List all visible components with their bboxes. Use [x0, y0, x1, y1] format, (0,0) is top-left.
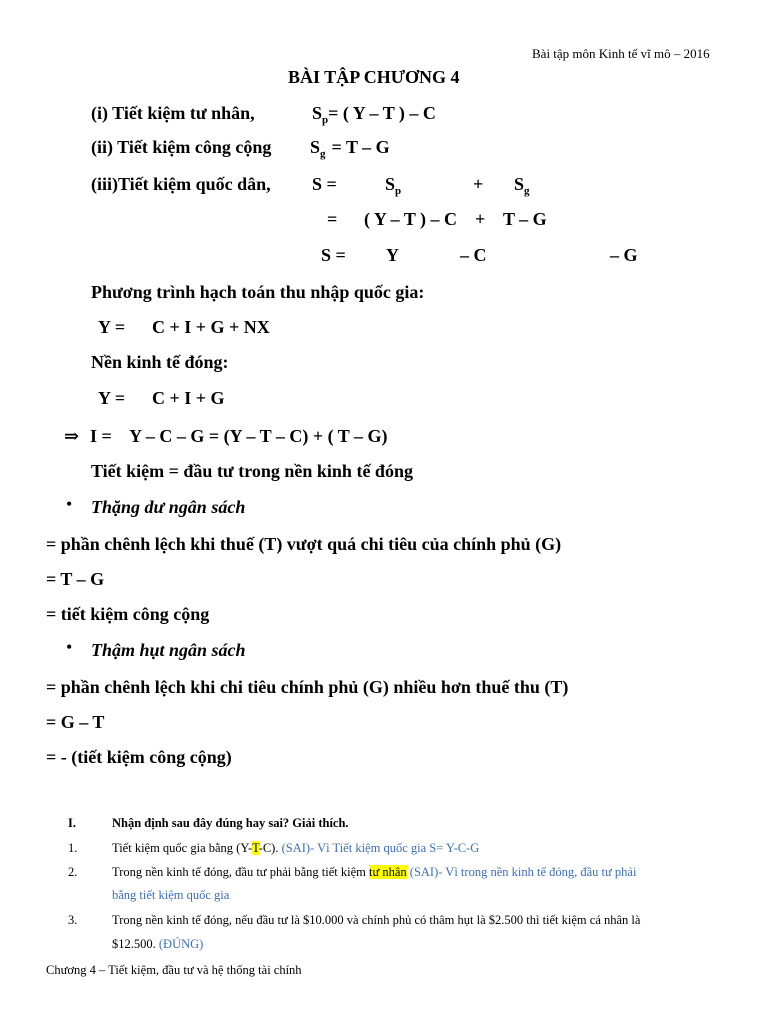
- item-statement: Trong nền kinh tế đóng, nếu đầu tư là $10.000 và chính phủ có thâm hụt là $2.500 thì tiết kiệm cá nhân là: [112, 913, 641, 927]
- national-savings-line2-eq: =: [327, 209, 338, 229]
- savings-investment-conclusion: Tiết kiệm = đầu tư trong nền kinh tế đóng: [91, 461, 413, 481]
- public-savings-label: (ii) Tiết kiệm công cộng: [91, 137, 272, 157]
- bullet-icon: •: [66, 637, 73, 657]
- bullet-icon: •: [66, 494, 73, 514]
- item-answer: (SAI)- Vì Tiết kiệm quốc gia S= Y-C-G: [281, 841, 480, 855]
- deficit-line: = - (tiết kiệm công cộng): [46, 747, 232, 767]
- accounting-eq1-lhs: Y =: [98, 317, 126, 337]
- national-savings-s-eq: S =: [312, 174, 337, 194]
- national-savings-line3-y: Y: [386, 245, 399, 265]
- deficit-line: = phần chênh lệch khi chi tiêu chính phủ (G) nhiều hơn thuế thu (T): [46, 677, 569, 697]
- page-header: Bài tập môn Kinh tế vĩ mô – 2016: [532, 46, 710, 61]
- accounting-eq3: I = Y – C – G = (Y – T – C) + ( T – G): [90, 426, 388, 446]
- surplus-line: = phần chênh lệch khi thuế (T) vượt quá chi tiêu của chính phủ (G): [46, 534, 562, 554]
- item-answer: (ĐÚNG): [158, 937, 204, 951]
- surplus-title: Thặng dư ngân sách: [91, 497, 246, 517]
- private-savings-label: (i) Tiết kiệm tư nhân,: [91, 103, 255, 123]
- implies-arrow-icon: ⇒: [64, 426, 80, 446]
- item-statement: Trong nền kinh tế đóng, đầu tư phải bằng tiết kiệm tư nhân (SAI)- Vì trong nền kinh tế đóng, đầu tư phải: [112, 865, 637, 879]
- national-savings-line3-s: S =: [321, 245, 346, 265]
- section-title: Nhận định sau đây đúng hay sai? Giải thích.: [112, 816, 349, 830]
- item-number: 1.: [68, 841, 78, 855]
- private-savings-formula: $S_p=$ ( Y – T ) – C: [312, 103, 436, 126]
- deficit-line: = G – T: [46, 712, 105, 732]
- surplus-line: = T – G: [46, 569, 105, 589]
- page-footer: Chương 4 – Tiết kiệm, đầu tư và hệ thống tài chính: [46, 963, 302, 977]
- national-savings-line3-g: – G: [610, 245, 638, 265]
- section-number: I.: [68, 816, 76, 830]
- item-number: 3.: [68, 913, 78, 927]
- accounting-eq2-rhs: C + I + G: [152, 388, 225, 408]
- surplus-line: = tiết kiệm công cộng: [46, 604, 210, 624]
- item-statement-continued: $12.500. (ĐÚNG): [112, 937, 204, 951]
- item-answer: (SAI)- Vì trong nền kinh tế đóng, đầu tư phải: [406, 865, 637, 879]
- item-answer-continued: bằng tiết kiệm quốc gia: [112, 888, 230, 902]
- national-savings-sg: $S_g$: [514, 174, 530, 197]
- national-savings-label: (iii)Tiết kiệm quốc dân,: [91, 174, 271, 194]
- accounting-eq1-rhs: C + I + G + NX: [152, 317, 270, 337]
- national-savings-plus: +: [473, 174, 484, 194]
- national-savings-line3-c: – C: [460, 245, 487, 265]
- item-number: 2.: [68, 865, 78, 879]
- national-savings-line2-expr: ( Y – T ) – C + T – G: [364, 209, 547, 229]
- item-statement: Tiết kiệm quốc gia bằng (Y-T-C). (SAI)- Vì Tiết kiệm quốc gia S= Y-C-G: [112, 841, 480, 855]
- page-title: BÀI TẬP CHƯƠNG 4: [288, 67, 460, 87]
- national-savings-sp: $S_p$: [385, 174, 402, 197]
- accounting-eq2-lhs: Y =: [98, 388, 126, 408]
- deficit-title: Thậm hụt ngân sách: [91, 640, 246, 660]
- public-savings-formula: $S_g = T - G$: [310, 137, 390, 160]
- closed-economy-heading: Nền kinh tế đóng:: [91, 352, 229, 372]
- accounting-heading: Phương trình hạch toán thu nhập quốc gia:: [91, 282, 425, 302]
